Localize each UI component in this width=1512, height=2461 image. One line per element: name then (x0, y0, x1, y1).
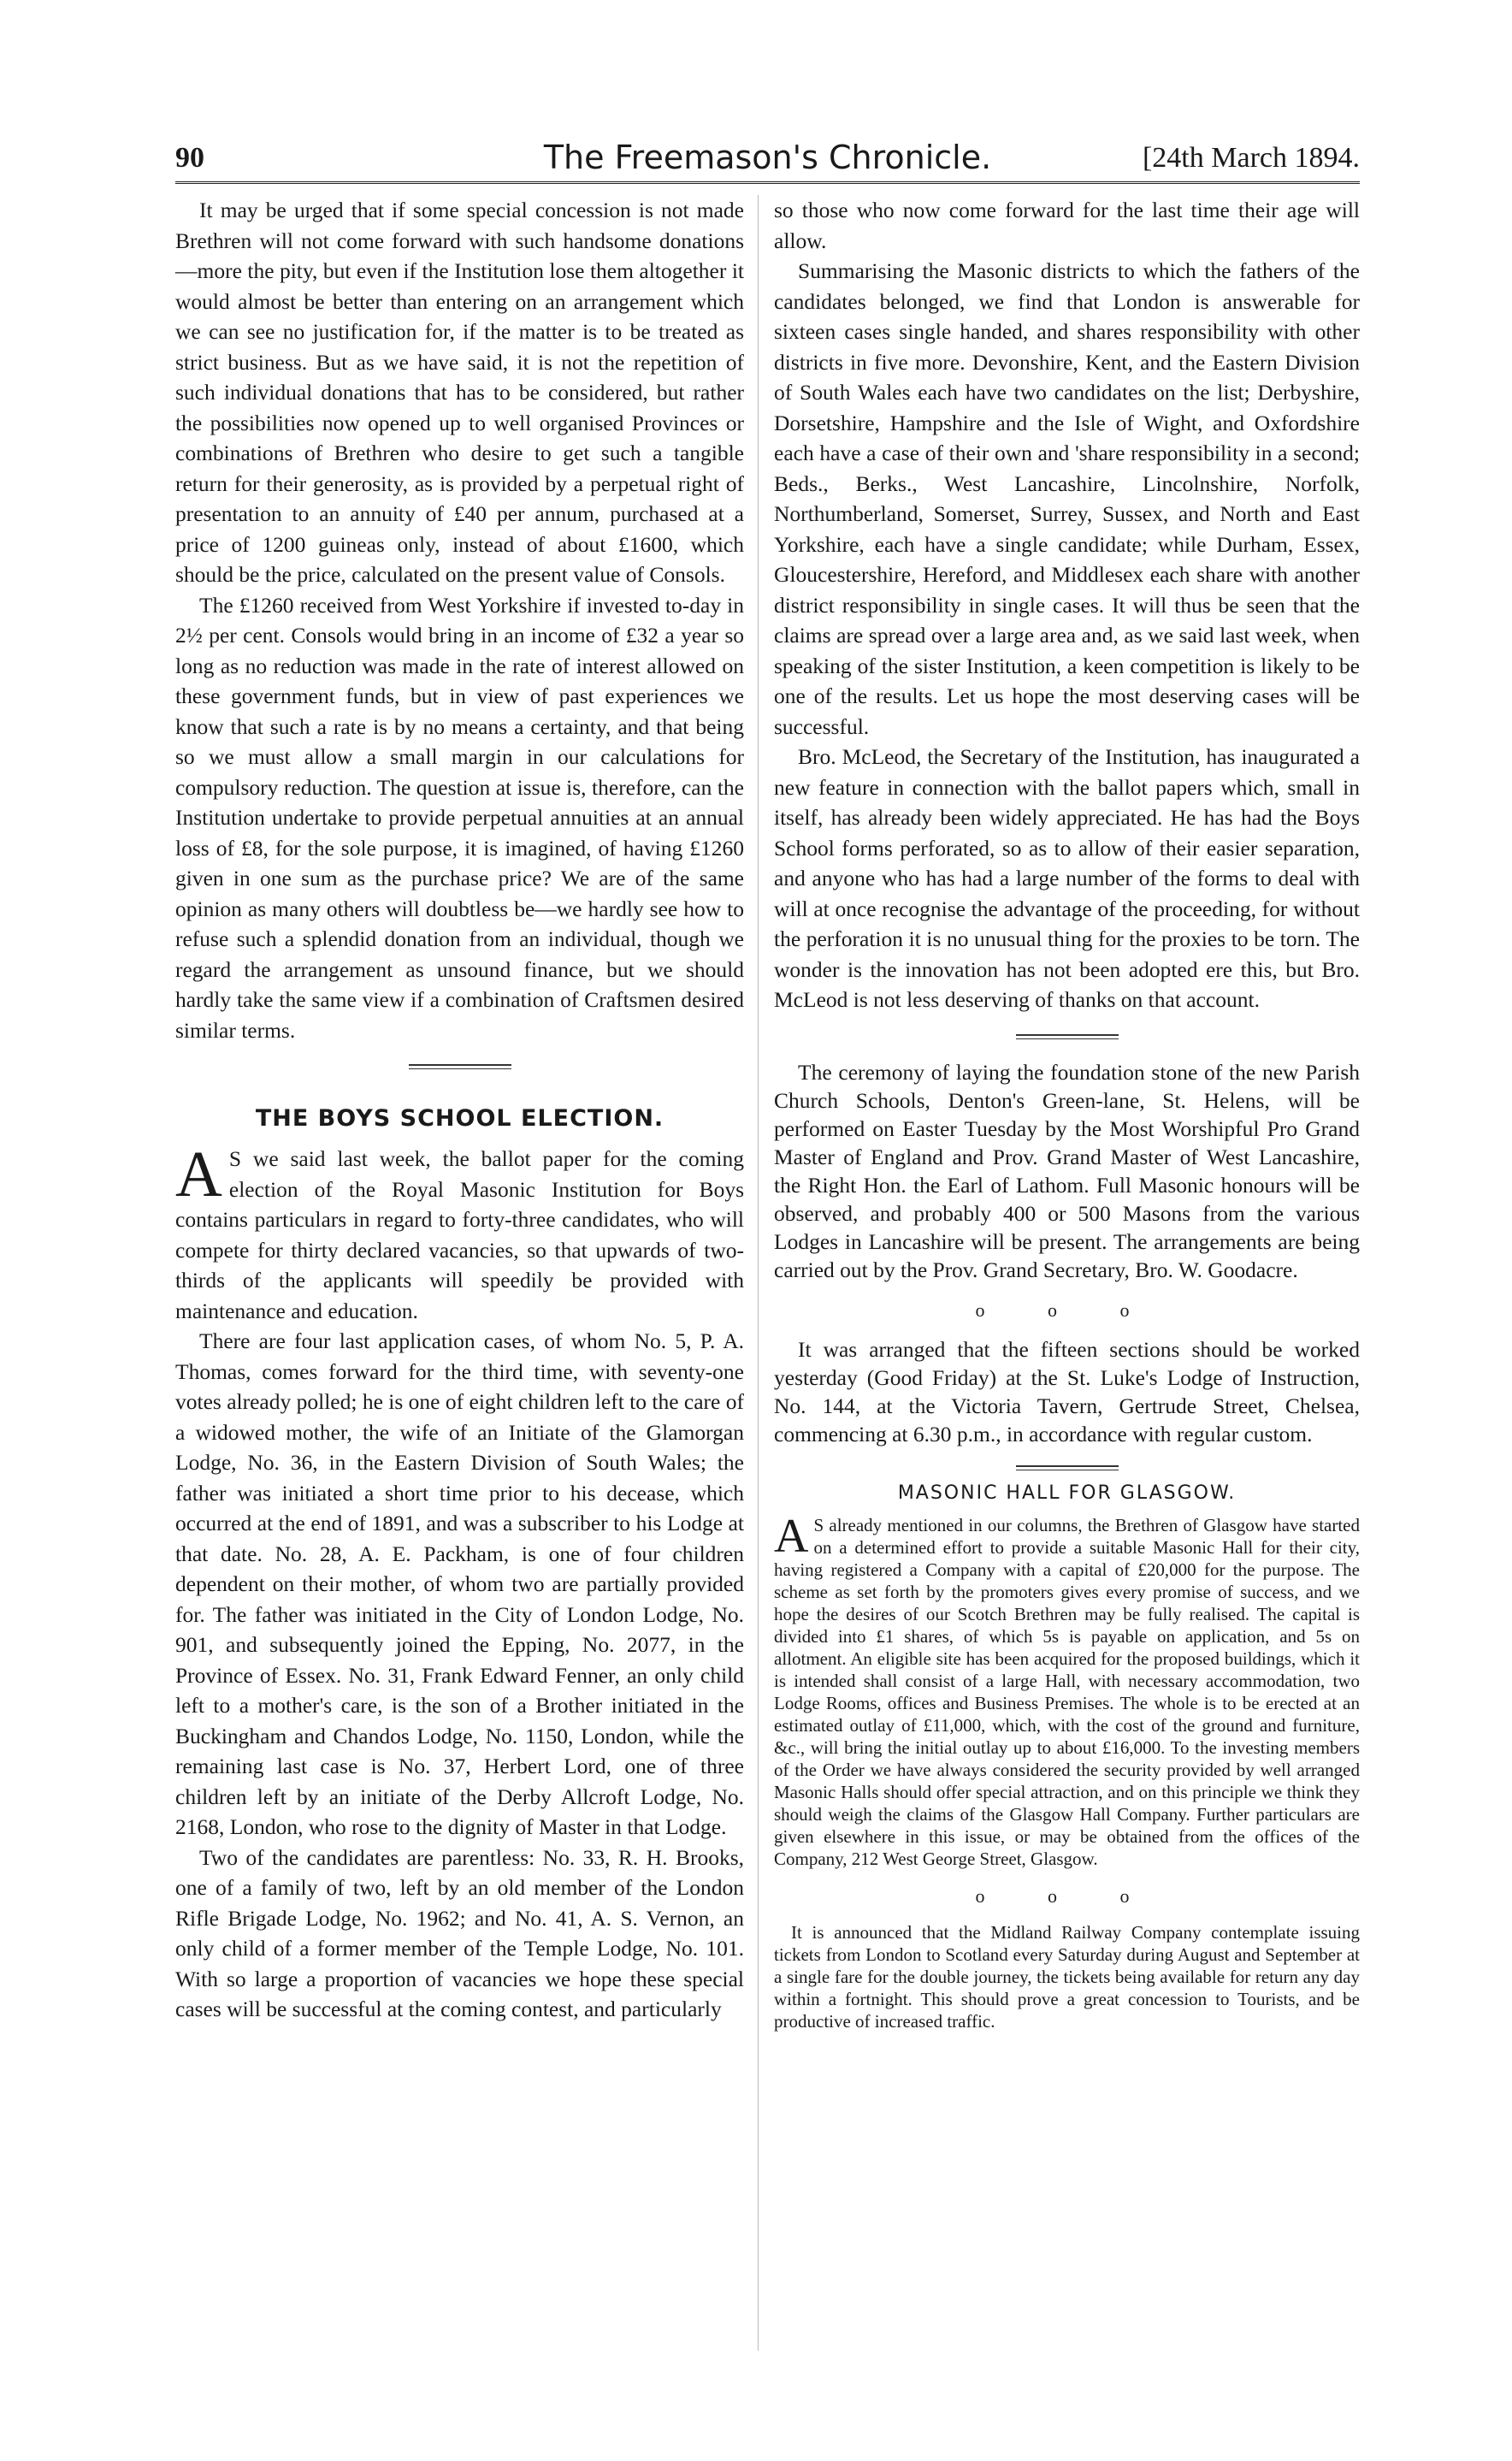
issue-date: [24th March 1894. (1142, 142, 1360, 174)
paragraph: Bro. McLeod, the Secretary of the Institution, has inaugurated a new feature in connection with the ballot papers which, small in itself, has already been widely appreciated. He has had the Boys School forms perforated, so as to allow of their easier separation, and anyone who has had a large number of the forms to deal with will at once recognise the advantage of the proceeding, for without the perforation it is no unusual thing for the proxies to be torn. The wonder is the innovation has not been adopted ere this, but Bro. McLeod is not less deserving of thanks on that account. (774, 744, 1360, 1012)
paragraph: Two of the candidates are parentless: No. 33, R. H. Brooks, one of a family of two, left by an old member of the London Rifle Brigade Lodge, No. 1962; and No. 41, A. S. Vernon, an only child of a former member of the Temple Lodge, No. 101. With so large a proportion of vacancies we hope these special cases will be successful at the coming contest, and particularly (175, 1844, 744, 2021)
paragraph: The £1260 received from West Yorkshire if invested to-day in 2½ per cent. Consols would bring in an income of £32 a year so long as no reduction was made in the rate of interest allowed on these government funds, but in view of past experiences we know that such a rate is by no means a certainty, and that being so we must allow a small margin in our calculations for compulsory reduction. The question at issue is, therefore, can the Institution undertake to provide perpetual annuities at an annual loss of £8, for the sole purpose, it is imagined, of having £1260 given in one sum as the purchase price? We are of the same opinion as many others will doubtless be—we hardly see how to refuse such a splendid donation from an individual, though we regard the arrangement as unsound finance, but we should hardly take the same view if a combination of Craftsmen desired similar terms. (175, 592, 744, 1043)
foundation-stone-notice (774, 1058, 1360, 1284)
paragraph: It may be urged that if some special concession is not made Brethren will not come forward with such handsome donations—more the pity, but even if the Institution lose them altogether it would almost be better than entering on an arrangement which we can see no justification for, if the matter is to be treated as strict business. But as we have said, it is not the repetition of such individual donations that has to be considered, but rather the possibilities now opened up to well organised Provinces or combinations of Brethren who desire to get such a tangible return for their generosity, as is provided by a perpetual right of presentation to an annuity of £40 per annum, purchased at a price of 1200 guineas only, instead of about £1600, which should be the price, calculated on the present value of Consols. (175, 198, 744, 587)
paragraph: The ceremony of laying the foundation stone of the new Parish Church Schools, Denton's Green-lane, St. Helens, will be performed on Easter Tuesday by the Most Worshipful Pro Grand Master of England and Prov. Grand Master of West Lancashire, the Right Hon. the Earl of Lathom. Full Masonic honours will be observed, and probably 400 or 500 Masons from the various Lodges in Lancashire will be present. The arrangements are being carried out by the Prov. Grand Secretary, Bro. W. Goodacre. (774, 1059, 1360, 1282)
paragraph: There are four last application cases, of whom No. 5, P. A. Thomas, comes forward for the third time, with seventy-one votes already polled; he is one of eight children left to the care of a widowed mother, the wife of an Initiate of the Glamorgan Lodge, No. 36, in the Eastern Division of South Wales; the father was initiated a short time prior to his decease, which occurred at the end of 1891, and was a subscriber to his Lodge at that date. No. 28, A. E. Packham, is one of four children dependent on their mother, of whom two are partially provided for. The father was initiated in the City of London Lodge, No. 901, and subsequently joined the Epping, No. 2077, in the Province of Essex. No. 31, Frank Edward Fenner, an only child left to a mother's care, is the son of a Brother initiated in the Buckingham and Chandos Lodge, No. 1150, London, while the remaining last case is No. 37, Herbert Lord, one of three children left by an initiate of the Derby Allcroft Lodge, No. 2168, London, who rose to the dignity of Master in that Lodge. (175, 1328, 744, 1839)
railway-notice (774, 1921, 1360, 2032)
section-heading: THE BOYS SCHOOL ELECTION. (255, 1105, 664, 1132)
paragraph: Summarising the Masonic districts to which the fathers of the candidates belonged, we find that London is answerable for sixteen cases single handed, and shares responsibility with other districts in five more. Devonshire, Kent, and the Eastern Division of South Wales each have two candidates on the list; Derbyshire, Dorsetshire, Hampshire and the Isle of Wight, and Oxfordshire each have a case of their own and 'share responsibility in a second; Beds., Berks., West Lancashire, Lincolnshire, Norfolk, Northumberland, Somerset, Surrey, Sussex, and North and East Yorkshire, each have a single candidate; while Durham, Essex, Gloucestershire, Hereford, and Middlesex each share with another district responsibility in single cases. It will thus be seen that the claims are spread over a large area and, as we said last week, when speaking of the sister Institution, a keen competition is likely to be one of the results. Let us hope the most deserving cases will be successful. (774, 258, 1360, 739)
paragraph: A S already mentioned in our columns, the Brethren of Glasgow have started on a determined effort to provide a suitable Masonic Hall for their city, having registered a Company with a capital of £20,000 for the purpose. The scheme as set forth by the promoters gives every promise of success, and we hope the desires of our Scotch Brethren may be fully realised. The capital is divided into £1 shares, of which 5s is payable on application, and 5s on allotment. An eligible site has been acquired for the proposed buildings, which it is intended shall consist of a large Hall, with necessary accommodation, two Lodge Rooms, offices and Business Premises. The whole is to be erected at an estimated outlay of £11,000, which, with the cost of the ground and furniture, &c., will bring the initial outlay up to about £16,000. To the investing members of the Order we have always considered the security provided by well arranged Masonic Halls should offer special attraction, and on this principle we think they should weigh the claims of the Glasgow Hall Company. Further particulars are given elsewhere in this issue, or may be obtained from the offices of the Company, 212 West George Street, Glasgow. (774, 1509, 1360, 1869)
boys-school-article (175, 1139, 744, 2025)
page-header (175, 137, 1360, 184)
section-separator (1016, 1465, 1119, 1470)
paragraph: so those who now come forward for the last time their age will allow. (774, 198, 1360, 253)
boys-school-article-continued (774, 195, 1360, 1015)
glasgow-hall-article (774, 1509, 1360, 1870)
lodge-instruction-notice (774, 1335, 1360, 1448)
left-column (175, 195, 744, 2025)
section-separator (1016, 1034, 1119, 1039)
section-separator (409, 1064, 511, 1069)
publication-title: The Freemason's Chronicle. (543, 139, 992, 176)
paragraph: It is announced that the Midland Railway Company contemplate issuing tickets from London to Scotland every Saturday during August and September at a single fare for the double journey, the tickets being available for return any day within a fortnight. This should prove a great concession to Tourists, and be productive of increased traffic. (774, 1921, 1360, 2032)
drop-cap: A (175, 1139, 222, 1210)
ornament-dots: o o o (975, 1884, 1159, 1907)
editorial-article (175, 195, 744, 1045)
paragraph: A S we said last week, the ballot paper for the coming election of the Royal Masonic Institution for Boys contains particulars in regard to forty-three candidates, who will compete for thirty declared vacancies, so that upwards of two-thirds of the applicants will speedily be provided with maintenance and education. (175, 1139, 744, 1323)
column-divider (758, 195, 759, 2351)
ornament-dots: o o o (975, 1299, 1159, 1321)
drop-cap: A (774, 1509, 809, 1563)
page-number: 90 (175, 142, 204, 174)
paragraph: It was arranged that the fifteen sections should be worked yesterday (Good Friday) at the St. Luke's Lodge of Instruction, No. 144, at the Victoria Tavern, Gertrude Street, Chelsea, commencing at 6.30 p.m., in accordance with regular custom. (774, 1336, 1360, 1446)
right-column (774, 195, 1360, 2032)
section-heading: MASONIC HALL FOR GLASGOW. (897, 1482, 1237, 1504)
